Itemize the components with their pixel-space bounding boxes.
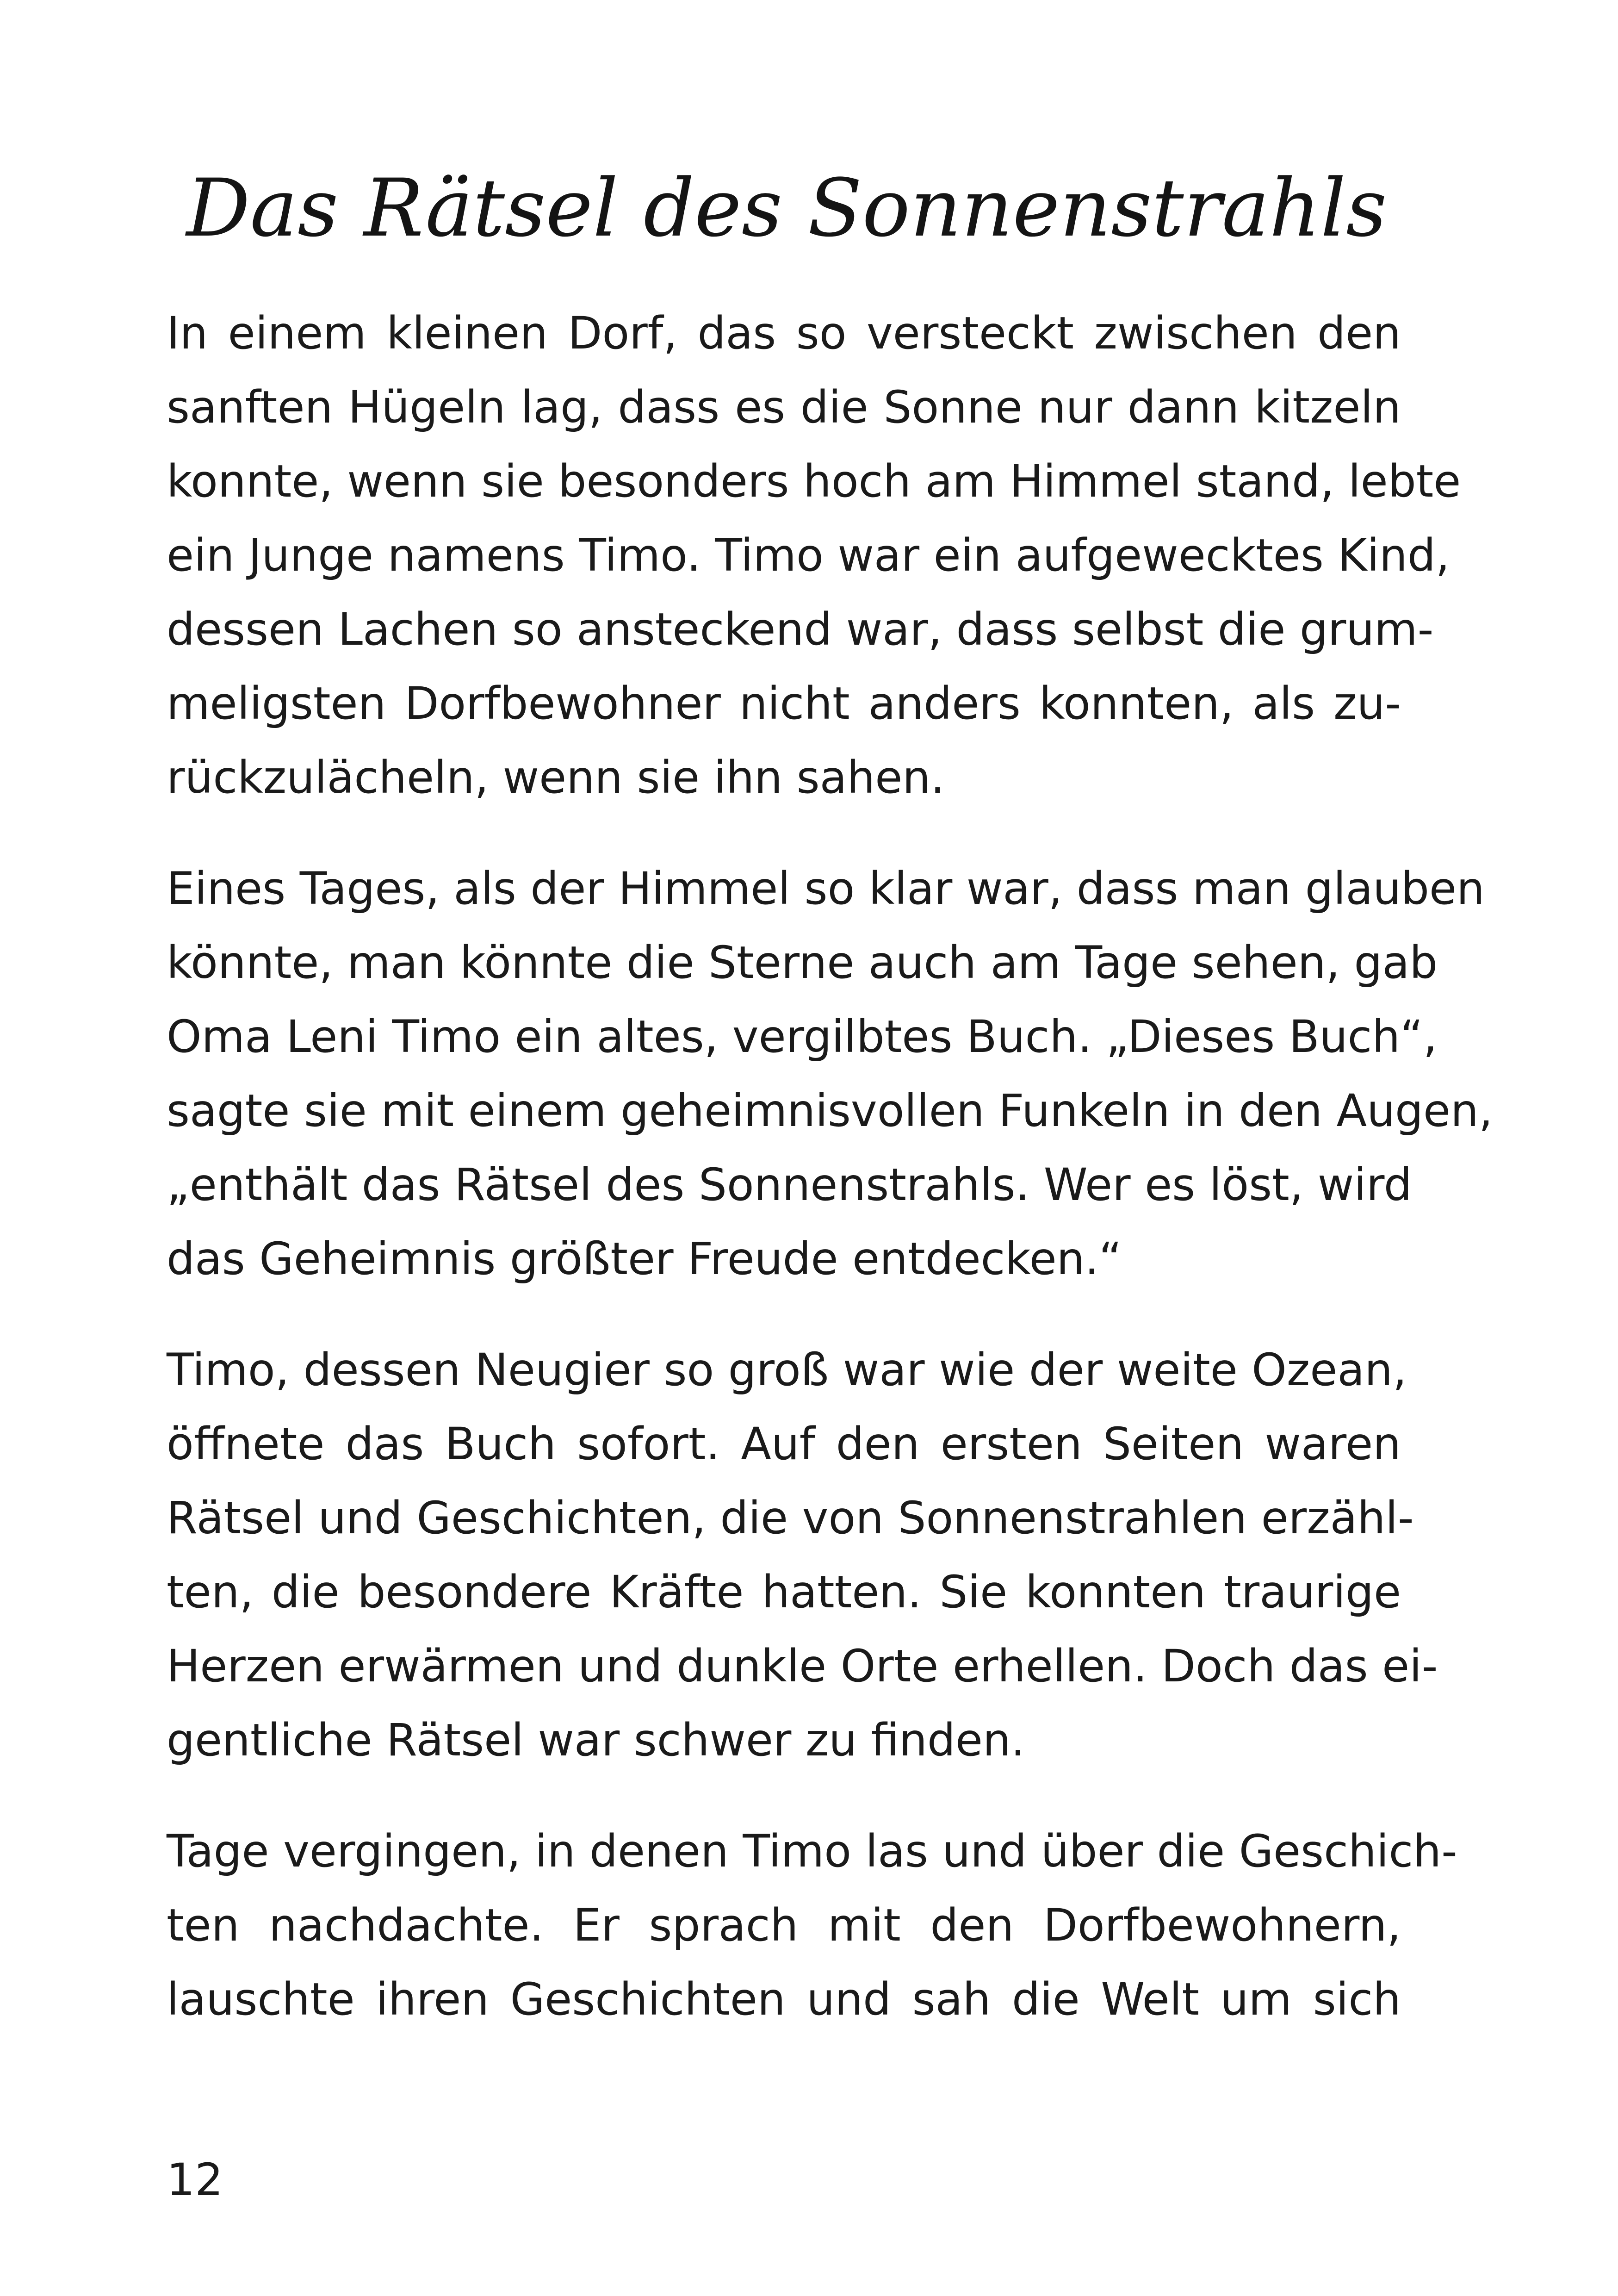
text-line: sanften Hügeln lag, dass es die Sonne nur dann kitzeln: [167, 381, 1401, 433]
text-line: konnte, wenn sie besonders hoch am Himmel stand, lebte: [167, 455, 1461, 507]
text-line: das Geheimnis größter Freude entdecken.“: [167, 1233, 1122, 1285]
text-line: ten, die besondere Kräfte hatten. Sie konnten traurige: [167, 1566, 1401, 1618]
paragraph: [167, 1814, 1457, 2036]
paragraph: [167, 296, 1461, 815]
text-line: lauschte ihren Geschichten und sah die Welt um sich: [167, 1973, 1401, 2025]
text-line: Herzen erwärmen und dunkle Orte erhellen. Doch das ei-: [167, 1640, 1438, 1692]
text-line: öffnete das Buch sofort. Auf den ersten Seiten waren: [167, 1418, 1401, 1470]
paragraph: [167, 1333, 1438, 1777]
text-line: rückzulächeln, wenn sie ihn sahen.: [167, 752, 945, 803]
page-number: 12: [167, 2154, 223, 2206]
text-line: sagte sie mit einem geheimnisvollen Funkeln in den Augen,: [167, 1085, 1493, 1137]
story-text: [167, 296, 1493, 2036]
text-line: dessen Lachen so ansteckend war, dass selbst die grum-: [167, 604, 1434, 655]
text-line: Rätsel und Geschichten, die von Sonnenstrahlen erzähl-: [167, 1492, 1414, 1544]
text-line: In einem kleinen Dorf, das so versteckt zwischen den: [167, 307, 1401, 359]
text-line: Oma Leni Timo ein altes, vergilbtes Buch. „Dieses Buch“,: [167, 1011, 1438, 1063]
text-line: könnte, man könnte die Sterne auch am Tage sehen, gab: [167, 937, 1438, 989]
text-line: ein Junge namens Timo. Timo war ein aufgewecktes Kind,: [167, 529, 1450, 581]
text-line: Timo, dessen Neugier so groß war wie der weite Ozean,: [167, 1344, 1407, 1396]
paragraph: [167, 852, 1493, 1296]
text-line: meligsten Dorfbewohner nicht anders konnten, als zu-: [167, 678, 1401, 729]
chapter-title: Das Rätsel des Sonnenstrahls: [186, 162, 1387, 255]
text-line: Eines Tages, als der Himmel so klar war, dass man glauben: [167, 863, 1485, 915]
text-line: „enthält das Rätsel des Sonnenstrahls. Wer es löst, wird: [167, 1159, 1412, 1211]
text-line: gentliche Rätsel war schwer zu finden.: [167, 1714, 1025, 1766]
text-line: ten nachdachte. Er sprach mit den Dorfbewohnern,: [167, 1899, 1401, 1951]
paragraph-gap: [167, 1777, 1401, 1814]
paragraph-gap: [167, 1296, 1401, 1333]
paragraph-gap: [167, 815, 1401, 852]
text-line: Tage vergingen, in denen Timo las und über die Geschich-: [167, 1825, 1457, 1877]
